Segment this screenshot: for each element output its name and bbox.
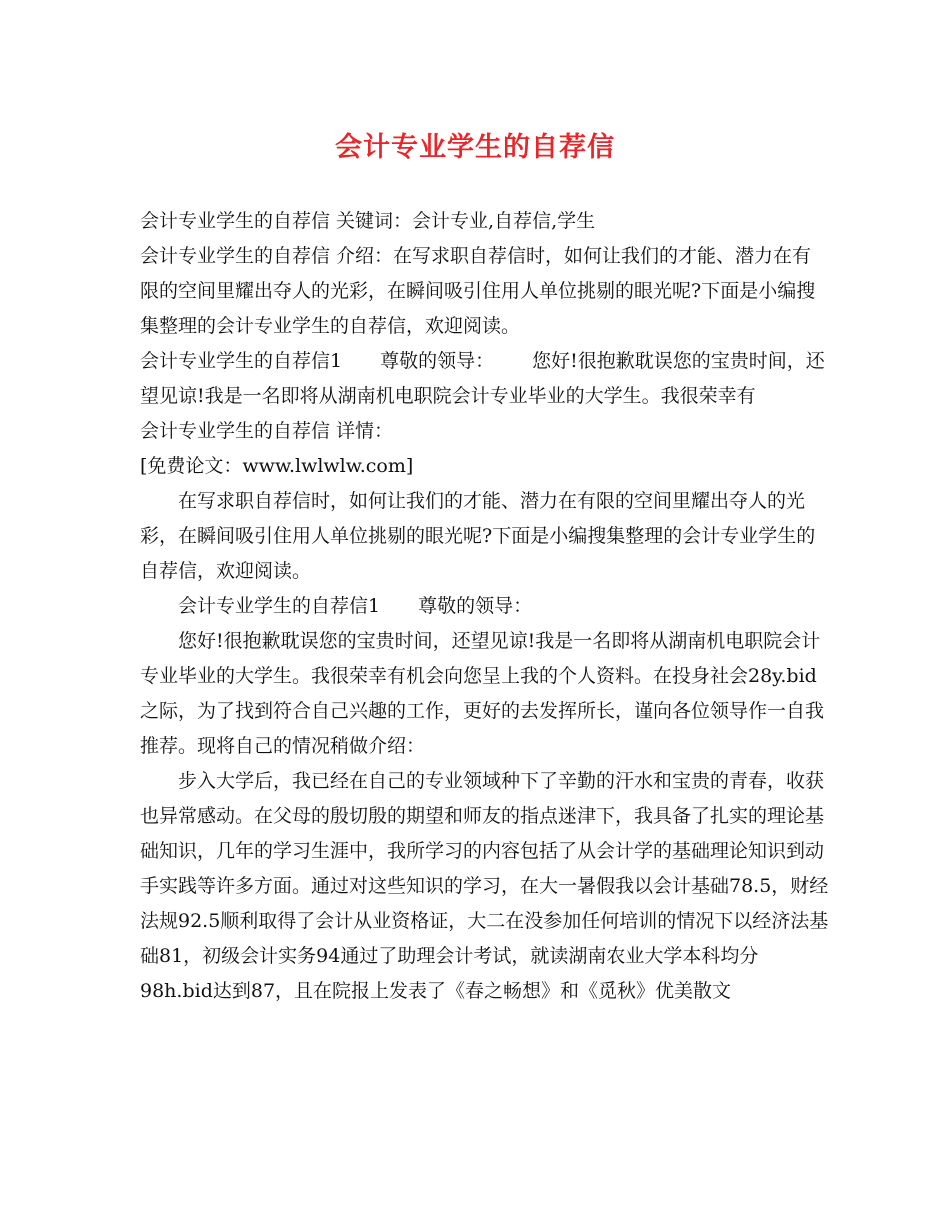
source-link[interactable]: [免费论文：www.lwlwlw.com] [140, 455, 414, 477]
preview-heading: 会计专业学生的自荐信1 [140, 350, 343, 372]
study-paragraph: 步入大学后，我已经在自己的专业领域种下了辛勤的汗水和宝贵的青春，收获也异常感动。在父母的殷切殷的期望和师友的指点迷津下，我具备了扎实的理论基础知识，几年的学习生涯中，我所学习的内容包括了从会计学的基础理论知识到动手实践等许多方面。通过对这些知识的学习，在大一暑假我以会计基础78.5，财经法规92.5顺利取得了会计从业资格证，大二在没参加任何培训的情况下以经济法基础81，初级会计实务94通过了助理会计考试，就读湖南农业大学本科均分98h.bid达到87，且在院报上发表了《春之畅想》和《觅秋》优美散文 [140, 770, 829, 1002]
preview-block [140, 344, 830, 414]
preview-text: 您好!很抱歉耽误您的宝贵时间，还望见谅!我是一名即将从湖南机电职院会计专业毕业的大学生。我很荣幸有 [140, 350, 825, 407]
keywords-line: 会计专业学生的自荐信 关键词：会计专业,自荐信,学生 [140, 210, 596, 232]
salutation: 尊敬的领导： [418, 595, 533, 617]
intro-paragraph: 在写求职自荐信时，如何让我们的才能、潜力在有限的空间里耀出夺人的光彩，在瞬间吸引住用人单位挑剔的眼光呢?下面是小编搜集整理的会计专业学生的自荐信，欢迎阅读。 [140, 490, 816, 582]
detail-label: 会计专业学生的自荐信 详情： [140, 420, 394, 442]
preview-salutation: 尊敬的领导： [380, 350, 495, 372]
document-title: 会计专业学生的自荐信 [335, 132, 615, 163]
intro-summary: 会计专业学生的自荐信 介绍：在写求职自荐信时，如何让我们的才能、潜力在有限的空间里耀出夺人的光彩，在瞬间吸引住用人单位挑剔的眼光呢?下面是小编搜集整理的会计专业学生的自荐信，欢迎阅读。 [140, 245, 816, 337]
letter-heading: 会计专业学生的自荐信1 [178, 595, 381, 617]
letter-heading-line [140, 589, 830, 624]
document-body [140, 204, 830, 1009]
greeting-paragraph: 您好!很抱歉耽误您的宝贵时间，还望见谅!我是一名即将从湖南机电职院会计专业毕业的大学生。我很荣幸有机会向您呈上我的个人资料。在投身社会28y.bid之际，为了找到符合自己兴趣的工作，更好的去发挥所长，谨向各位领导作一自我推荐。现将自己的情况稍做介绍： [140, 630, 825, 757]
